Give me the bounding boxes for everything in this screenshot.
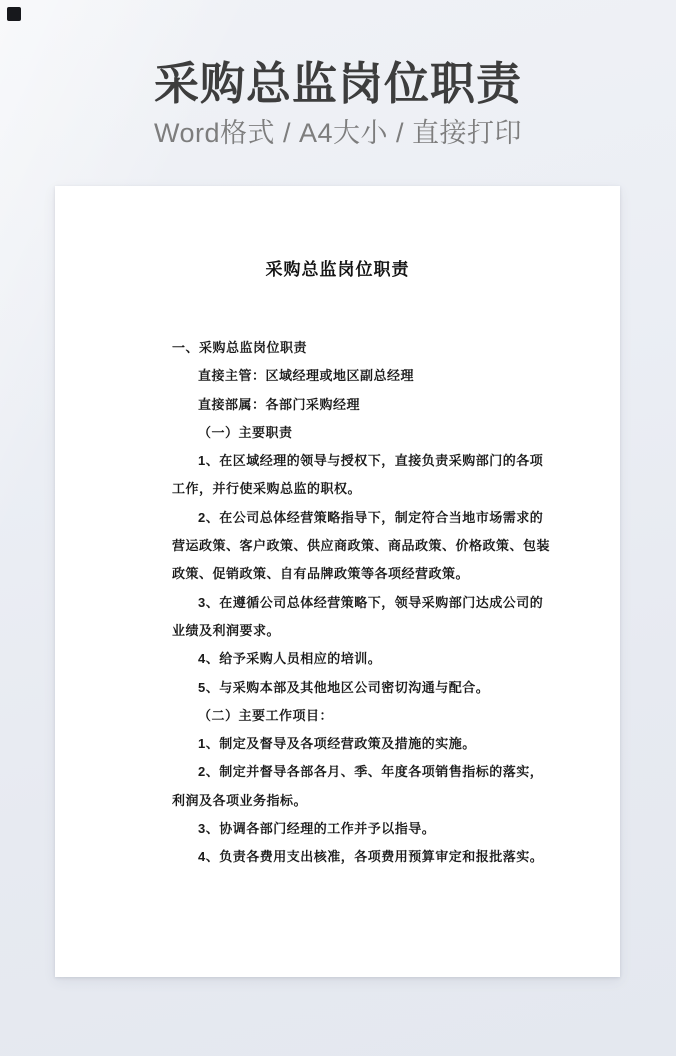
document-line: 3、协调各部门经理的工作并予以指导。 (198, 821, 436, 837)
document-line: （二）主要工作项目： (198, 707, 334, 723)
document-line: 4、负责各费用支出核准，各项费用预算审定和报批落实。 (198, 849, 544, 865)
document-line: 1、在区域经理的领导与授权下，直接负责采购部门的各项 (198, 453, 544, 469)
header (0, 0, 676, 149)
document-body (172, 334, 562, 872)
document-line: 政策、促销政策、自有品牌政策等各项经营政策。 (172, 566, 470, 582)
document-line: 一、采购总监岗位职责 (172, 340, 308, 355)
document-line: （一）主要职责 (198, 424, 293, 440)
document-line: 2、在公司总体经营策略指导下，制定符合当地市场需求的 (198, 509, 544, 525)
document-line: 直接主管：区域经理或地区副总经理 (198, 368, 415, 384)
document-line: 1、制定及督导及各项经营政策及措施的实施。 (198, 736, 476, 752)
page-title: 采购总监岗位职责 (153, 58, 522, 109)
page-subtitle: Word格式 / A4大小 / 直接打印 (153, 118, 523, 148)
document-line: 利润及各项业务指标。 (172, 792, 308, 808)
document-page (55, 186, 620, 977)
document-title: 采购总监岗位职责 (265, 260, 410, 279)
document-line: 3、在遵循公司总体经营策略下，领导采购部门达成公司的 (198, 594, 544, 610)
document-line: 4、给予采购人员相应的培训。 (198, 651, 382, 667)
document-line: 直接部属：各部门采购经理 (198, 396, 361, 412)
document-line: 2、制定并督导各部各月、季、年度各项销售指标的落实， (198, 764, 544, 780)
document-line: 5、与采购本部及其他地区公司密切沟通与配合。 (198, 679, 490, 695)
document-line: 工作，并行使采购总监的职权。 (172, 481, 362, 497)
document-line: 营运政策、客户政策、供应商政策、商品政策、价格政策、包装 (172, 538, 551, 554)
document-line: 业绩及利润要求。 (172, 622, 281, 638)
